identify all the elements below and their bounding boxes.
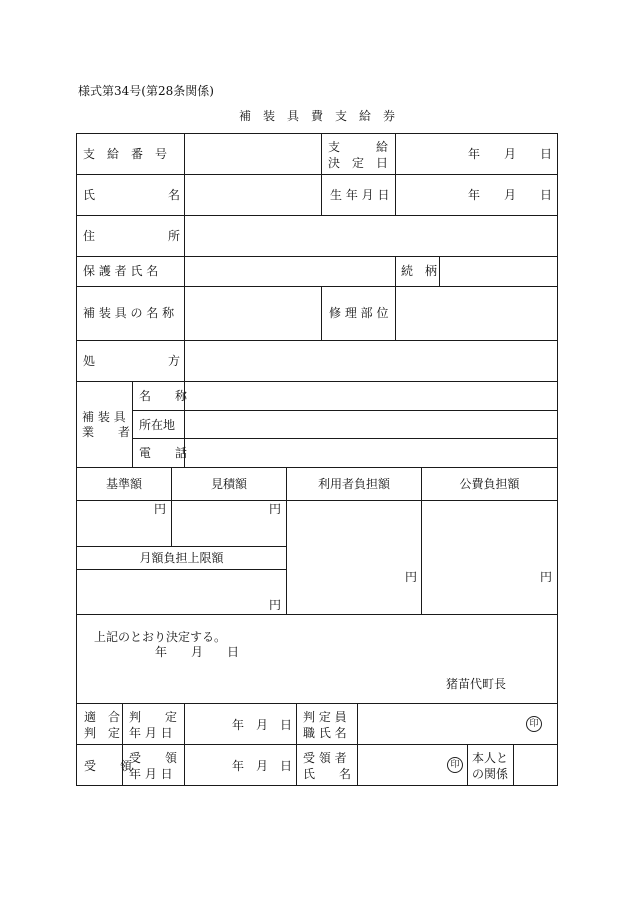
vendor-phone-label: 電 話 [139,446,188,460]
relationship-label: 続 柄 [401,264,438,278]
base-amount-header: 基準額 [105,477,142,491]
relation-to-person-label-top: 本人と [472,751,509,765]
estimate-amount-header: 見積額 [210,477,247,491]
user-burden-yen: 円 [405,570,418,584]
judgment-date-label-bottom: 年 月 日 [129,726,173,740]
payment-decision-label-bottom: 決 定 日 [328,156,389,170]
birthdate: 年 月 日 [468,188,553,202]
estimate-amount-yen: 円 [269,502,282,516]
vendor-name-label: 名 称 [139,389,188,403]
public-burden-yen: 円 [540,570,553,584]
vendor-address-label: 所在地 [139,418,176,432]
address-label-left: 住 [83,229,96,243]
mayor-title: 猪苗代町長 [446,677,507,691]
monthly-cap-yen: 円 [269,598,282,612]
address-label-right: 所 [168,229,181,243]
receipt-date-label-top: 受 領 [129,751,178,765]
decision-statement: 上記のとおり決定する。 [94,630,227,644]
public-burden-header: 公費負担額 [459,477,520,491]
device-name-label: 補 装 具 の 名 称 [83,306,175,320]
vendor-label-top: 補 装 具 [82,410,126,424]
guardian-name-label: 保 護 者 氏 名 [83,264,159,278]
monthly-cap-header: 月額負担上限額 [139,551,224,565]
prescription-label-right: 方 [168,354,181,368]
decision-date: 年 月 日 [468,147,553,161]
vendor-label-bottom: 業 者 [82,425,131,439]
repair-part-label: 修 理 部 位 [329,306,389,320]
form-number: 様式第34号(第28条関係) [78,84,214,98]
receiver-name-label-top: 受 領 者 [303,751,347,765]
receiver-name-label-bottom: 氏 名 [303,767,352,781]
receipt-label: 受 領 [84,759,133,773]
judge-name-label-top: 判 定 員 [303,710,347,724]
judge-name-label-bottom: 職 氏 名 [303,726,347,740]
judge-seal-icon: 印 [526,716,542,732]
prescription-label-left: 処 [83,354,96,368]
fit-judgment-label-bottom: 判 定 [84,726,121,740]
form-title: 補 装 具 費 支 給 券 [238,109,395,123]
relation-to-person-label-bottom: の関係 [472,767,509,781]
judgment-date: 年 月 日 [232,718,293,732]
name-label-right: 名 [168,188,181,202]
fit-judgment-label-top: 適 合 [84,710,121,724]
receiver-seal-icon: 印 [447,757,463,773]
user-burden-header: 利用者負担額 [317,477,390,491]
receipt-date: 年 月 日 [232,759,293,773]
birthdate-label: 生 年 月 日 [330,188,390,202]
payment-number-label: 支 給 番 号 [83,147,168,161]
judgment-date-label-top: 判 定 [129,710,178,724]
receipt-date-label-bottom: 年 月 日 [129,767,173,781]
base-amount-yen: 円 [154,502,167,516]
decision-statement-date: 年 月 日 [155,645,240,659]
name-label-left: 氏 [83,188,96,202]
payment-decision-label-top: 支 給 [328,140,389,154]
